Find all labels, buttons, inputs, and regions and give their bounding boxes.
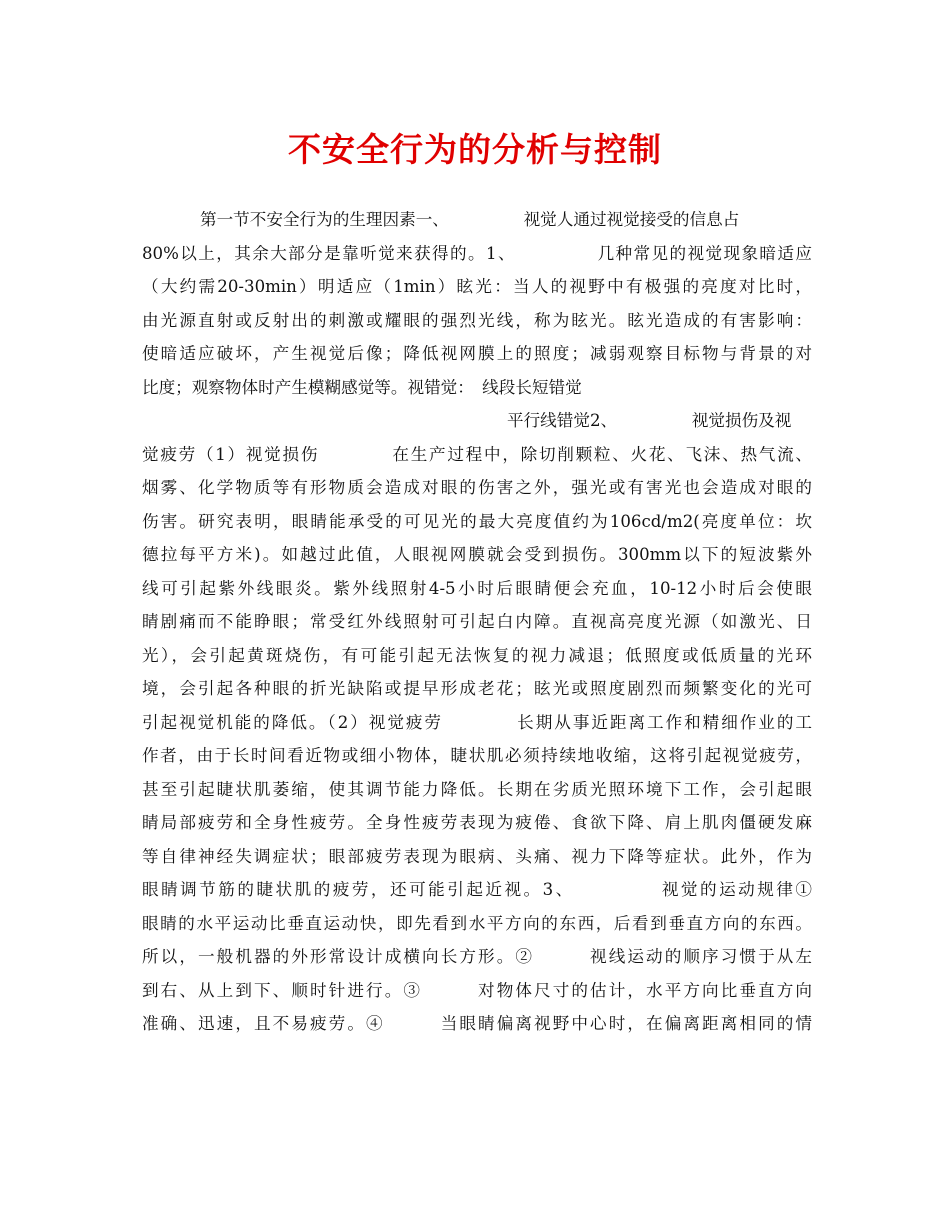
body-line: 使暗适应破坏，产生视觉后像；降低视网膜上的照度；减弱观察目标物与背景的对 [142,344,812,363]
body-line: 境，会引起各种眼的折光缺陷或提早形成老花；眩光或照度剧烈而频繁变化的光可 [142,679,812,698]
body-line: 所以，一般机器的外形常设计成横向长方形。② 视线运动的顺序习惯于从左 [142,947,812,966]
body-line: 平行线错觉2、 视觉损伤及视 [507,411,792,430]
body-line: （大约需20-30min）明适应（1min）眩光：当人的视野中有极强的亮度对比时， [142,277,812,296]
body-line: 觉疲劳（1）视觉损伤 在生产过程中，除切削颗粒、火花、飞沫、热气流、 [142,444,812,464]
body-line: 眼睛的水平运动比垂直运动快，即先看到水平方向的东西，后看到垂直方向的东西。 [142,913,812,933]
body-line: 准确、迅速，且不易疲劳。④ 当眼睛偏离视野中心时，在偏离距离相同的情 [142,1014,812,1033]
body-line: 睛剧痛而不能睁眼；常受红外线照射可引起白内障。直视高亮度光源（如激光、日 [142,612,812,631]
body-line: 眼睛调节筋的睫状肌的疲劳，还可能引起近视。3、 视觉的运动规律① [142,880,812,899]
body-line: 由光源直射或反射出的刺激或耀眼的强烈光线，称为眩光。眩光造成的有害影响： [142,310,812,330]
body-line: 甚至引起睫状肌萎缩，使其调节能力降低。长期在劣质光照环境下工作，会引起眼 [142,779,812,799]
body-line: 光），会引起黄斑烧伤，有可能引起无法恢复的视力减退；低照度或低质量的光环 [142,645,812,665]
document-body [142,203,812,1041]
document-title: 不安全行为的分析与控制 [288,130,662,169]
body-line: 等自律神经失调症状；眼部疲劳表现为眼病、头痛、视力下降等症状。此外，作为 [142,846,812,866]
body-line: 比度；观察物体时产生模糊感觉等。视错觉： 线段长短错觉 [142,377,582,397]
body-line: 睛局部疲劳和全身性疲劳。全身性疲劳表现为疲倦、食欲下降、肩上肌肉僵硬发麻 [142,813,812,832]
body-line: 伤害。研究表明，眼睛能承受的可见光的最大亮度值约为106cd/m2(亮度单位：坎 [142,511,812,531]
body-line: 第一节不安全行为的生理因素一、 视觉人通过视觉接受的信息占 [200,210,740,229]
body-line: 德拉每平方米)。如越过此值，人眼视网膜就会受到损伤。300mm以下的短波紫外 [142,545,812,564]
body-line: 80%以上，其余大部分是靠听觉来获得的。1、 几种常见的视觉现象暗适应 [142,243,812,263]
body-line: 到右、从上到下、顺时针进行。③ 对物体尺寸的估计，水平方向比垂直方向 [142,980,812,1000]
body-line: 线可引起紫外线眼炎。紫外线照射4-5小时后眼睛便会充血，10-12小时后会使眼 [142,578,812,598]
body-line: 作者，由于长时间看近物或细小物体，睫状肌必须持续地收缩，这将引起视觉疲劳， [142,746,812,765]
body-line: 烟雾、化学物质等有形物质会造成对眼的伤害之外，强光或有害光也会造成对眼的 [142,478,812,497]
body-line: 引起视觉机能的降低。（2）视觉疲劳 长期从事近距离工作和精细作业的工 [142,712,812,732]
